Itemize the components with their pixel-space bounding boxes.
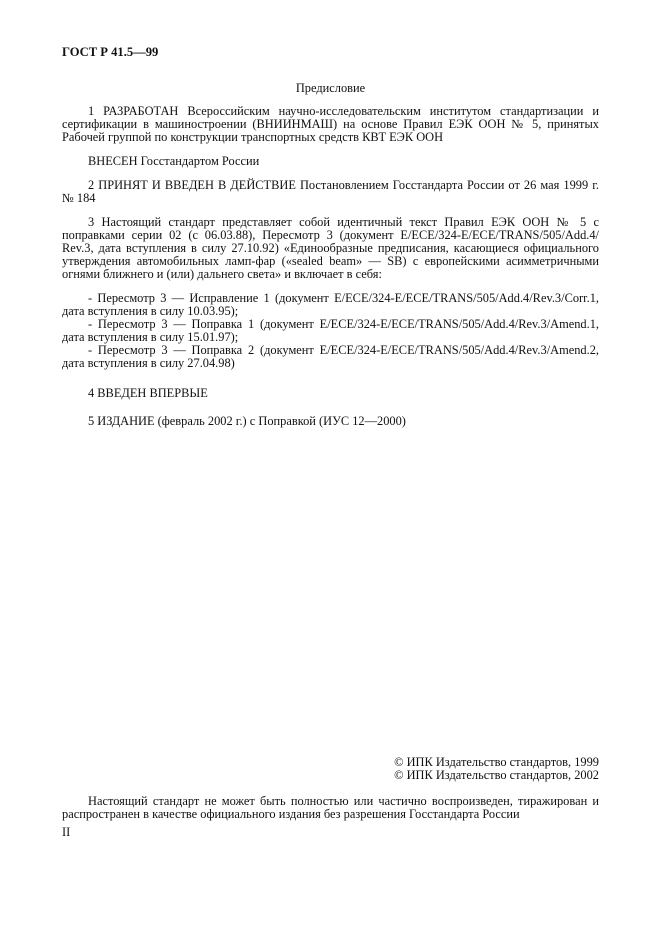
section-title: Предисловие [295, 81, 366, 95]
paragraph-1-line: 1 РАЗРАБОТАН Всероссийским научно-исследовательским институтом стандартизации и [88, 104, 599, 118]
paragraph-3-line: утверждения автомобильных ламп-фар («sealed beam» — SB) с европейскими асимметричными [62, 254, 599, 268]
notice-line: распространен в качестве официального издания без разрешения Госстандарта России [62, 807, 520, 821]
list-item-line: - Пересмотр 3 — Исправление 1 (документ E/ECE/324-E/ECE/TRANS/505/Add.4/Rev.3/Corr.1, [88, 291, 599, 305]
paragraph-3-line: огнями ближнего и (или) дальнего света» и включает в себя: [62, 267, 382, 281]
paragraph-1-line: Рабочей группой по конструкции транспортных средств КВТ ЕЭК ООН [62, 130, 444, 144]
copyright-line: © ИПК Издательство стандартов, 1999 [394, 755, 599, 769]
paragraph-3-line: Rev.3, дата вступления в силу 27.10.92) «Единообразные предписания, касающиеся официального [62, 241, 599, 255]
page-number: II [62, 825, 71, 839]
paragraph-3-line: поправками серии 02 (с 06.03.88), Пересмотр 3 (документ E/ECE/324-E/ECE/TRANS/505/Add.4/ [62, 228, 599, 242]
list-item-line: дата вступления в силу 10.03.95); [62, 304, 239, 318]
document-header: ГОСТ Р 41.5—99 [62, 45, 159, 59]
paragraph-2-line: 2 ПРИНЯТ И ВВЕДЕН В ДЕЙСТВИЕ Постановлением Госстандарта России от 26 мая 1999 г. [88, 178, 599, 192]
paragraph-1-line: сертификации в машиностроении (ВНИИНМАШ) на основе Правил ЕЭК ООН № 5, принятых [62, 117, 599, 131]
paragraph-2-line: № 184 [62, 191, 96, 205]
paragraph-vnesen: ВНЕСЕН Госстандартом России [88, 154, 260, 168]
paragraph-5: 5 ИЗДАНИЕ (февраль 2002 г.) с Поправкой (ИУС 12—2000) [88, 414, 406, 428]
notice-line: Настоящий стандарт не может быть полностью или частично воспроизведен, тиражирован и [88, 794, 599, 808]
list-item-line: - Пересмотр 3 — Поправка 2 (документ E/ECE/324-E/ECE/TRANS/505/Add.4/Rev.3/Amend.2, [88, 343, 599, 357]
list-item-line: дата вступления в силу 27.04.98) [62, 356, 235, 370]
list-item-line: - Пересмотр 3 — Поправка 1 (документ E/ECE/324-E/ECE/TRANS/505/Add.4/Rev.3/Amend.1, [88, 317, 599, 331]
list-item-line: дата вступления в силу 15.01.97); [62, 330, 239, 344]
paragraph-3-line: 3 Настоящий стандарт представляет собой идентичный текст Правил ЕЭК ООН № 5 с [88, 215, 599, 229]
copyright-line: © ИПК Издательство стандартов, 2002 [394, 768, 599, 782]
paragraph-4: 4 ВВЕДЕН ВПЕРВЫЕ [88, 386, 208, 400]
